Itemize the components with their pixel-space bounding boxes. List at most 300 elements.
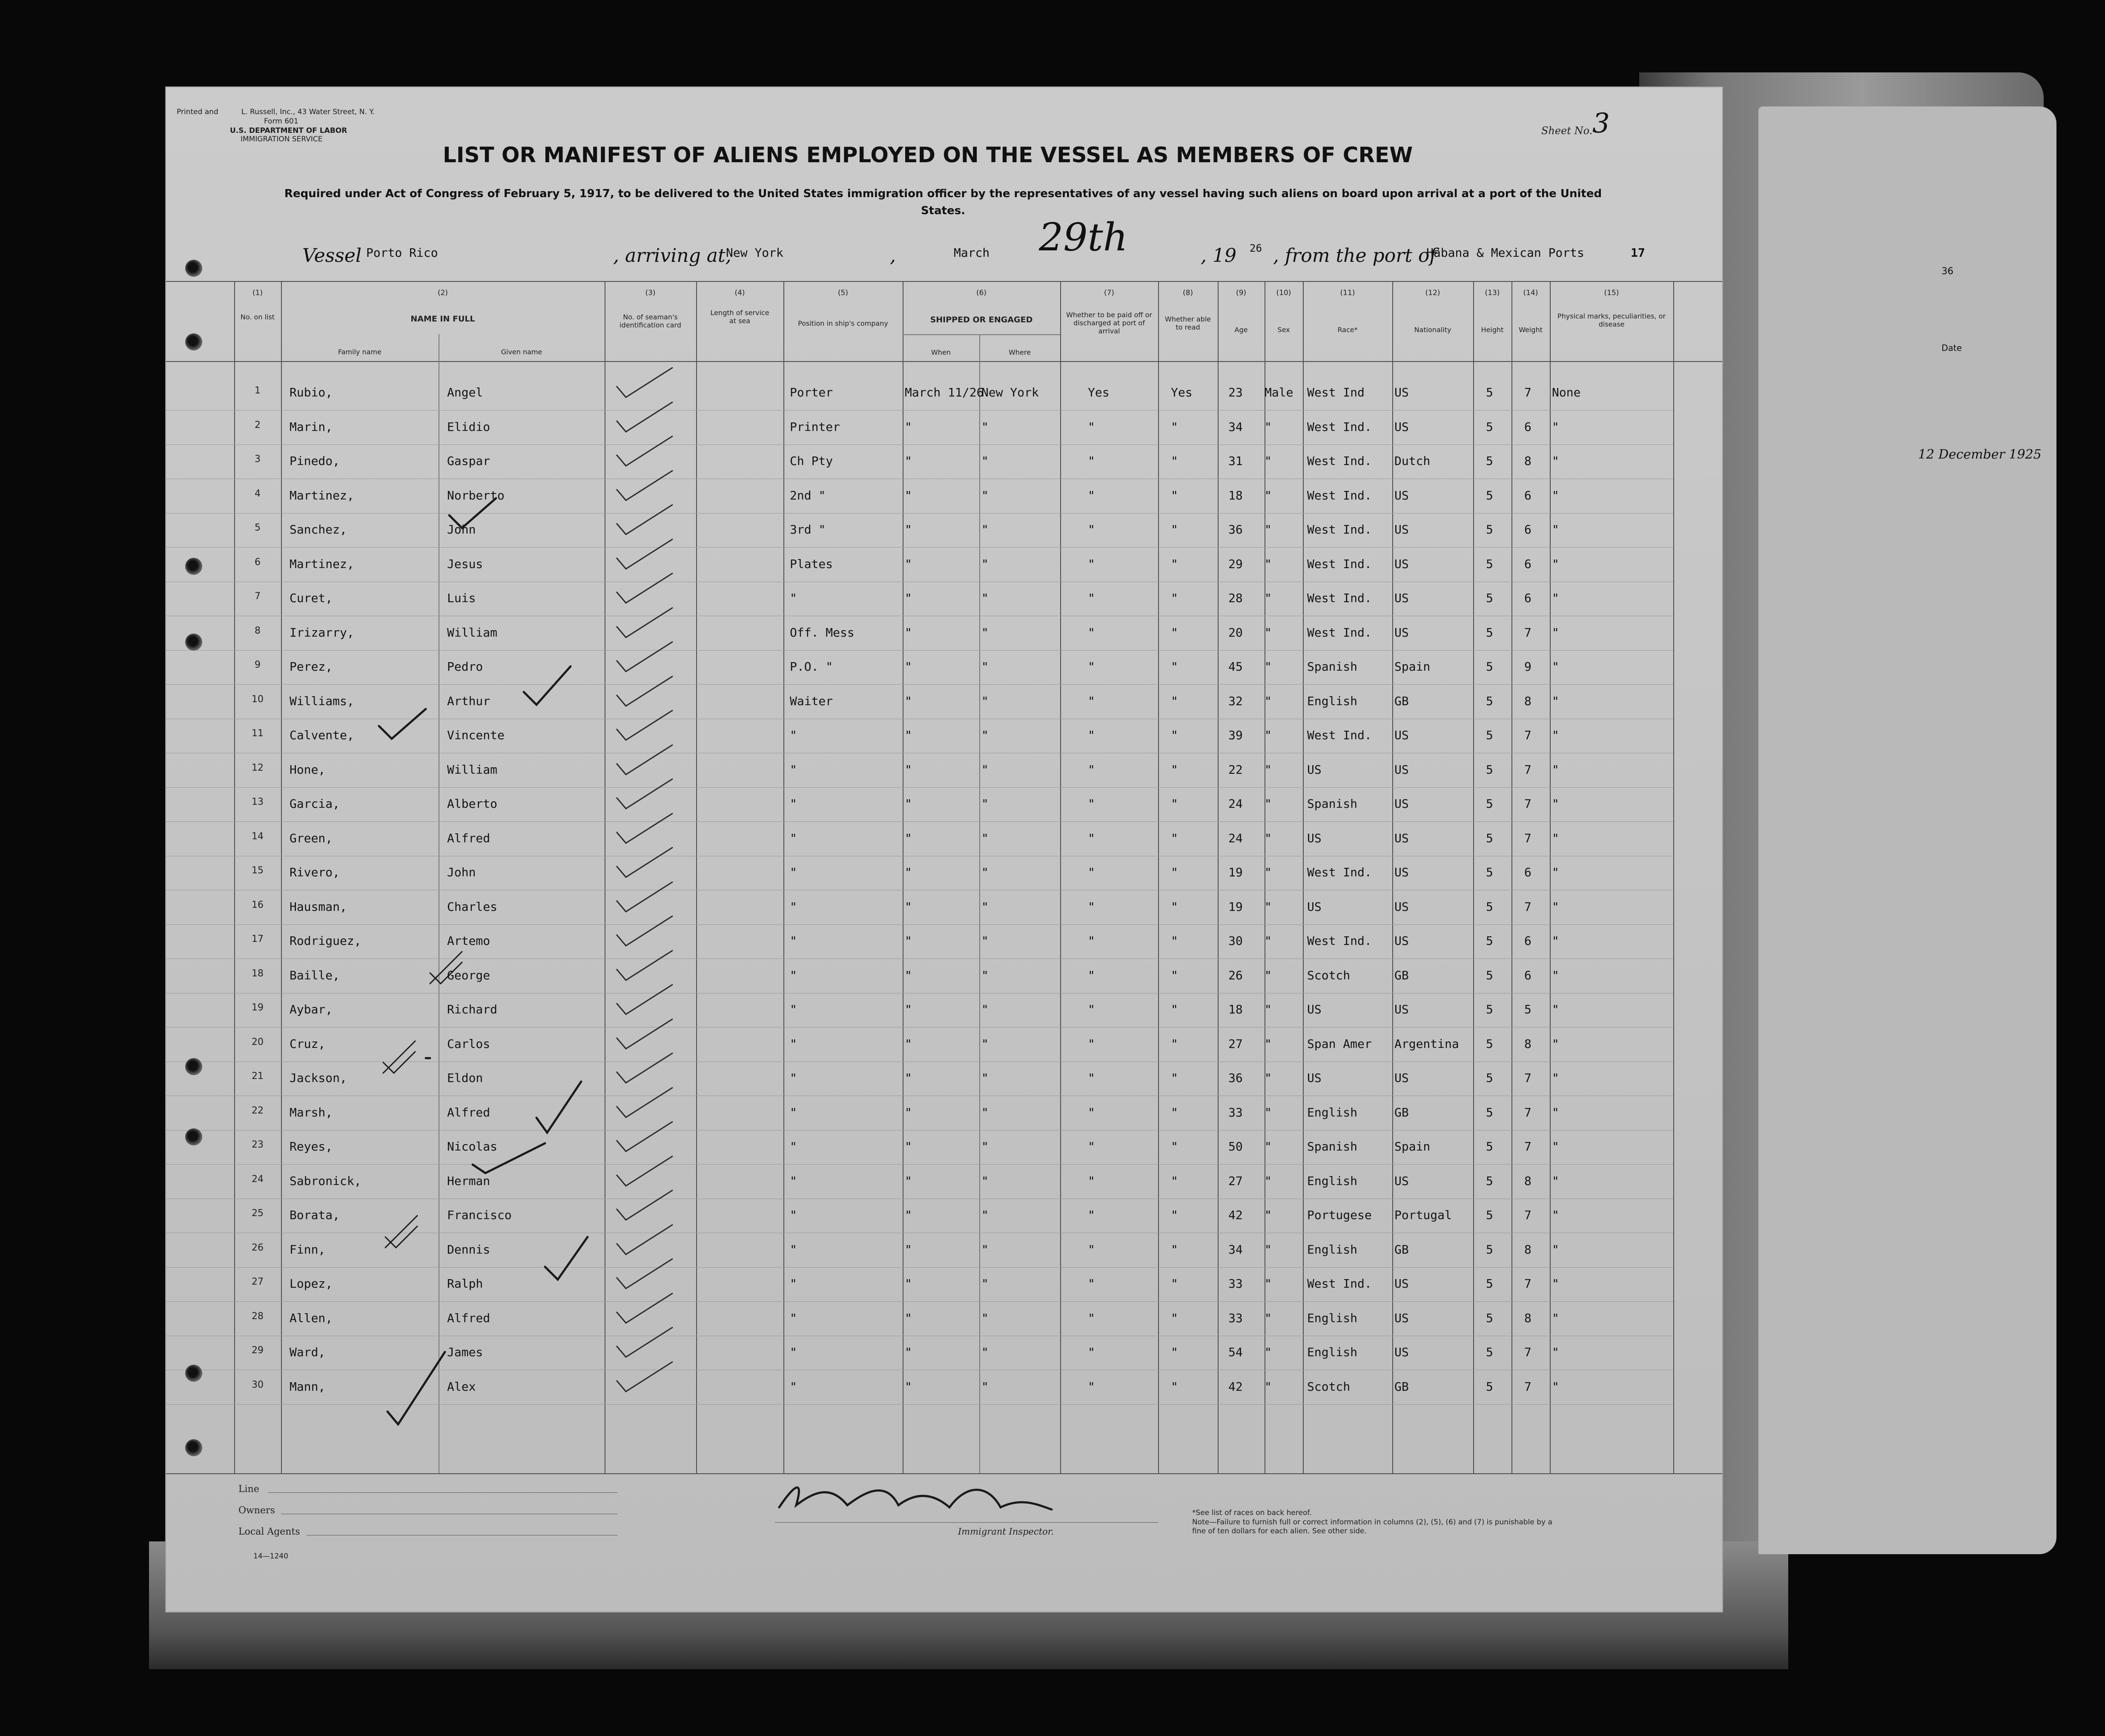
paid-off-cell: " bbox=[1088, 1345, 1095, 1359]
row-number-cell: 6 bbox=[255, 557, 261, 568]
given-name-cell: Carlos bbox=[447, 1036, 490, 1051]
race-cell: Portugese bbox=[1307, 1208, 1372, 1222]
race-cell: West Ind. bbox=[1307, 522, 1372, 537]
race-cell: US bbox=[1307, 831, 1322, 845]
shipped-when-cell: " bbox=[905, 1242, 912, 1257]
col-7-num: (7) bbox=[1104, 289, 1115, 297]
age-cell: 24 bbox=[1228, 797, 1243, 811]
punch-hole bbox=[185, 1439, 202, 1456]
family-name-cell: Marin, bbox=[290, 419, 333, 434]
sex-cell: " bbox=[1265, 1208, 1272, 1222]
shipped-when-cell: " bbox=[905, 694, 912, 708]
sex-cell: " bbox=[1265, 1242, 1272, 1257]
sex-cell: " bbox=[1265, 1036, 1272, 1051]
shipped-when-cell: " bbox=[905, 797, 912, 811]
physical-marks-cell: " bbox=[1552, 1071, 1559, 1085]
physical-marks-cell: " bbox=[1552, 694, 1559, 708]
col-5-num: (5) bbox=[837, 289, 849, 297]
sex-cell: " bbox=[1265, 899, 1272, 914]
weight-cell: 7 bbox=[1524, 1379, 1531, 1394]
shipped-when-cell: " bbox=[905, 557, 912, 571]
race-cell: West Ind. bbox=[1307, 728, 1372, 742]
family-name-cell: Rivero, bbox=[290, 865, 340, 879]
position-cell: " bbox=[790, 831, 797, 845]
shipped-when-cell: " bbox=[905, 899, 912, 914]
shipped-when-cell: " bbox=[905, 1311, 912, 1325]
row-rule bbox=[166, 1301, 1673, 1302]
col-14-num: (14) bbox=[1523, 289, 1538, 297]
age-cell: 27 bbox=[1228, 1036, 1243, 1051]
id-card-check-icon bbox=[609, 810, 694, 848]
age-cell: 28 bbox=[1228, 591, 1243, 605]
physical-marks-cell: " bbox=[1552, 1311, 1559, 1325]
sex-cell: " bbox=[1265, 1379, 1272, 1394]
position-cell: " bbox=[790, 762, 797, 777]
col-2-num: (2) bbox=[437, 289, 448, 297]
able-to-read-cell: " bbox=[1171, 1277, 1178, 1291]
col-11-num: (11) bbox=[1340, 289, 1355, 297]
shipped-when-cell: " bbox=[905, 831, 912, 845]
row-number-cell: 17 bbox=[252, 934, 264, 944]
sex-cell: " bbox=[1265, 968, 1272, 982]
sex-cell: " bbox=[1265, 1105, 1272, 1119]
shipped-where-cell: " bbox=[981, 865, 989, 879]
shipped-where-cell: " bbox=[981, 625, 989, 640]
given-name-cell: James bbox=[447, 1345, 483, 1359]
shipped-where-cell: " bbox=[981, 557, 989, 571]
id-card-check-icon bbox=[609, 604, 694, 643]
printer-line: Printed and L. Russell, Inc., 43 Water Street, N. Y. bbox=[177, 108, 375, 116]
family-name-cell: Ward, bbox=[290, 1345, 326, 1359]
position-cell: Off. Mess bbox=[790, 625, 855, 640]
footer-line-label: Line bbox=[238, 1484, 259, 1495]
row-number-cell: 13 bbox=[252, 797, 264, 807]
col-2-label: NAME IN FULL bbox=[410, 314, 475, 324]
able-to-read-cell: " bbox=[1171, 797, 1178, 811]
race-cell: US bbox=[1307, 1071, 1322, 1085]
nationality-cell: GB bbox=[1394, 1242, 1409, 1257]
physical-marks-cell: None bbox=[1552, 385, 1581, 399]
height-cell: 5 bbox=[1486, 557, 1493, 571]
nationality-cell: US bbox=[1394, 419, 1409, 434]
col-15-num: (15) bbox=[1604, 289, 1619, 297]
race-cell: West Ind. bbox=[1307, 557, 1372, 571]
height-cell: 5 bbox=[1486, 1277, 1493, 1291]
given-name-cell: Alfred bbox=[447, 1105, 490, 1119]
paid-off-cell: " bbox=[1088, 831, 1095, 845]
col-15-label: Physical marks, peculiarities, or disease bbox=[1557, 312, 1666, 328]
height-cell: 5 bbox=[1486, 797, 1493, 811]
family-name-cell: Finn, bbox=[290, 1242, 326, 1257]
punch-hole bbox=[185, 1128, 202, 1145]
col-1-label: No. on list bbox=[240, 313, 275, 321]
shipped-where-cell: " bbox=[981, 488, 989, 502]
physical-marks-cell: " bbox=[1552, 1277, 1559, 1291]
height-cell: 5 bbox=[1486, 899, 1493, 914]
able-to-read-cell: " bbox=[1171, 1139, 1178, 1154]
age-cell: 29 bbox=[1228, 557, 1243, 571]
race-cell: Spanish bbox=[1307, 1139, 1358, 1154]
sheet-label: Sheet No. bbox=[1541, 125, 1593, 137]
family-name-cell: Allen, bbox=[290, 1311, 333, 1325]
given-name-cell: Francisco bbox=[447, 1208, 512, 1222]
right-sheet-handwritten-date: 12 December 1925 bbox=[1918, 447, 2042, 462]
nationality-cell: Spain bbox=[1394, 660, 1431, 674]
age-cell: 33 bbox=[1228, 1311, 1243, 1325]
given-name-cell: Eldon bbox=[447, 1071, 483, 1085]
nationality-cell: US bbox=[1394, 831, 1409, 845]
nationality-cell: US bbox=[1394, 625, 1409, 640]
id-card-check-icon bbox=[609, 1324, 694, 1362]
nationality-cell: US bbox=[1394, 797, 1409, 811]
shipped-where-cell: " bbox=[981, 454, 989, 468]
given-name-cell: Alfred bbox=[447, 831, 490, 845]
id-card-check-icon bbox=[609, 1255, 694, 1294]
paid-off-cell: " bbox=[1088, 1311, 1095, 1325]
paid-off-cell: " bbox=[1088, 1277, 1095, 1291]
weight-cell: 6 bbox=[1524, 557, 1531, 571]
physical-marks-cell: " bbox=[1552, 934, 1559, 948]
able-to-read-cell: " bbox=[1171, 1379, 1178, 1394]
shipped-when-cell: " bbox=[905, 522, 912, 537]
weight-cell: 7 bbox=[1524, 1277, 1531, 1291]
sex-cell: " bbox=[1265, 1277, 1272, 1291]
sheet-number: 3 bbox=[1592, 108, 1610, 139]
race-cell: Spanish bbox=[1307, 660, 1358, 674]
height-cell: 5 bbox=[1486, 1139, 1493, 1154]
shipped-where-cell: New York bbox=[981, 385, 1039, 399]
shipped-when-cell: " bbox=[905, 1345, 912, 1359]
physical-marks-cell: " bbox=[1552, 522, 1559, 537]
weight-cell: 7 bbox=[1524, 831, 1531, 845]
shipped-when-cell: " bbox=[905, 1139, 912, 1154]
paid-off-cell: " bbox=[1088, 625, 1095, 640]
physical-marks-cell: " bbox=[1552, 865, 1559, 879]
col-3-num: (3) bbox=[645, 289, 656, 297]
nationality-cell: GB bbox=[1394, 1105, 1409, 1119]
family-name-cell: Marsh, bbox=[290, 1105, 333, 1119]
height-cell: 5 bbox=[1486, 762, 1493, 777]
able-to-read-cell: " bbox=[1171, 1345, 1178, 1359]
physical-marks-cell: " bbox=[1552, 797, 1559, 811]
shipped-where-cell: " bbox=[981, 1345, 989, 1359]
weight-cell: 7 bbox=[1524, 1105, 1531, 1119]
shipped-when-cell: " bbox=[905, 1002, 912, 1016]
sex-cell: " bbox=[1265, 1345, 1272, 1359]
sex-cell: " bbox=[1265, 557, 1272, 571]
position-cell: " bbox=[790, 1105, 797, 1119]
nationality-cell: Portugal bbox=[1394, 1208, 1452, 1222]
nationality-cell: US bbox=[1394, 522, 1409, 537]
age-cell: 20 bbox=[1228, 625, 1243, 640]
family-name-cell: Borata, bbox=[290, 1208, 340, 1222]
age-cell: 18 bbox=[1228, 488, 1243, 502]
id-card-check-icon bbox=[609, 775, 694, 814]
family-name-cell: Jackson, bbox=[290, 1071, 347, 1085]
id-card-check-icon bbox=[609, 638, 694, 677]
family-name-cell: Perez, bbox=[290, 660, 333, 674]
shipped-where-cell: " bbox=[981, 1002, 989, 1016]
weight-cell: 7 bbox=[1524, 728, 1531, 742]
position-cell: Ch Pty bbox=[790, 454, 833, 468]
race-cell: West Ind. bbox=[1307, 488, 1372, 502]
shipped-when-cell: " bbox=[905, 1379, 912, 1394]
shipped-where-cell: " bbox=[981, 660, 989, 674]
nationality-cell: US bbox=[1394, 385, 1409, 399]
paid-off-cell: " bbox=[1088, 797, 1095, 811]
weight-cell: 6 bbox=[1524, 522, 1531, 537]
able-to-read-cell: " bbox=[1171, 591, 1178, 605]
weight-cell: 7 bbox=[1524, 1208, 1531, 1222]
id-card-check-icon bbox=[609, 501, 694, 539]
shipped-when-cell: " bbox=[905, 660, 912, 674]
nationality-cell: US bbox=[1394, 1311, 1409, 1325]
col-1-num: (1) bbox=[252, 289, 263, 297]
row-number-cell: 3 bbox=[255, 454, 261, 465]
position-cell: 3rd " bbox=[790, 522, 826, 537]
family-name-cell: Calvente, bbox=[290, 728, 354, 742]
paid-off-cell: " bbox=[1088, 660, 1095, 674]
age-cell: 18 bbox=[1228, 1002, 1243, 1016]
id-card-check-icon bbox=[609, 947, 694, 985]
given-name-cell: Charles bbox=[447, 899, 498, 914]
row-number-cell: 23 bbox=[252, 1139, 264, 1150]
col-11-label: Race* bbox=[1337, 326, 1358, 334]
footer-form-code: 14—1240 bbox=[253, 1552, 288, 1561]
nationality-cell: Dutch bbox=[1394, 454, 1431, 468]
row-number-cell: 20 bbox=[252, 1036, 264, 1047]
nationality-cell: US bbox=[1394, 557, 1409, 571]
footnote-fine: Note—Failure to furnish full or correct information in columns (2), (5), (6) and (7) is punishable by a fine of ten dollars for each alien. See other side. bbox=[1192, 1518, 1552, 1535]
physical-marks-cell: " bbox=[1552, 660, 1559, 674]
id-card-check-icon bbox=[609, 1187, 694, 1225]
family-name-cell: Reyes, bbox=[290, 1139, 333, 1154]
shipped-where-cell: " bbox=[981, 1379, 989, 1394]
family-name-cell: Hausman, bbox=[290, 899, 347, 914]
shipped-where-cell: " bbox=[981, 899, 989, 914]
paid-off-cell: " bbox=[1088, 1379, 1095, 1394]
position-cell: P.O. " bbox=[790, 660, 833, 674]
height-cell: 5 bbox=[1486, 591, 1493, 605]
arrival-month: March bbox=[954, 246, 990, 260]
able-to-read-cell: " bbox=[1171, 488, 1178, 502]
height-cell: 5 bbox=[1486, 831, 1493, 845]
row-number-cell: 1 bbox=[255, 385, 261, 396]
physical-marks-cell: " bbox=[1552, 1242, 1559, 1257]
able-to-read-cell: " bbox=[1171, 1208, 1178, 1222]
shipped-where-cell: " bbox=[981, 968, 989, 982]
position-cell: " bbox=[790, 934, 797, 948]
age-cell: 27 bbox=[1228, 1174, 1243, 1188]
race-cell: English bbox=[1307, 694, 1358, 708]
paid-off-cell: " bbox=[1088, 934, 1095, 948]
footer-agents-label: Local Agents bbox=[238, 1527, 300, 1537]
physical-marks-cell: " bbox=[1552, 1208, 1559, 1222]
row-number-cell: 25 bbox=[252, 1208, 264, 1219]
id-card-check-icon bbox=[609, 844, 694, 882]
able-to-read-cell: " bbox=[1171, 454, 1178, 468]
row-number-cell: 19 bbox=[252, 1002, 264, 1013]
height-cell: 5 bbox=[1486, 385, 1493, 399]
given-name-cell: Artemo bbox=[447, 934, 490, 948]
shipped-when-cell: " bbox=[905, 1174, 912, 1188]
col-14-label: Weight bbox=[1519, 326, 1543, 334]
height-cell: 5 bbox=[1486, 1174, 1493, 1188]
given-name-cell: Pedro bbox=[447, 660, 483, 674]
family-name-cell: Mann, bbox=[290, 1379, 326, 1394]
col-10-num: (10) bbox=[1276, 289, 1291, 297]
nationality-cell: US bbox=[1394, 488, 1409, 502]
paid-off-cell: " bbox=[1088, 1139, 1095, 1154]
shipped-when-cell: " bbox=[905, 1071, 912, 1085]
age-cell: 26 bbox=[1228, 968, 1243, 982]
footer-owners-label: Owners bbox=[238, 1505, 275, 1516]
col-6-num: (6) bbox=[976, 289, 987, 297]
family-name-cell: Martinez, bbox=[290, 488, 354, 502]
row-rule bbox=[166, 958, 1673, 959]
manifest-count: 17 bbox=[1631, 246, 1645, 260]
weight-cell: 7 bbox=[1524, 1071, 1531, 1085]
nationality-cell: Argentina bbox=[1394, 1036, 1459, 1051]
given-name-cell: John bbox=[447, 522, 476, 537]
sex-cell: " bbox=[1265, 522, 1272, 537]
weight-cell: 8 bbox=[1524, 1036, 1531, 1051]
sex-cell: " bbox=[1265, 797, 1272, 811]
position-cell: " bbox=[790, 591, 797, 605]
weight-cell: 7 bbox=[1524, 1139, 1531, 1154]
row-number-cell: 9 bbox=[255, 660, 261, 670]
position-cell: " bbox=[790, 1277, 797, 1291]
col-2-sub-family: Family name bbox=[338, 348, 381, 356]
age-cell: 42 bbox=[1228, 1208, 1243, 1222]
shipped-where-cell: " bbox=[981, 1277, 989, 1291]
age-cell: 50 bbox=[1228, 1139, 1243, 1154]
row-number-cell: 18 bbox=[252, 968, 264, 979]
paid-off-cell: " bbox=[1088, 968, 1095, 982]
physical-marks-cell: " bbox=[1552, 1139, 1559, 1154]
col-9-num: (9) bbox=[1236, 289, 1247, 297]
physical-marks-cell: " bbox=[1552, 1379, 1559, 1394]
inspector-label: Immigrant Inspector. bbox=[958, 1527, 1054, 1537]
col-12-label: Nationality bbox=[1414, 326, 1451, 334]
age-cell: 33 bbox=[1228, 1105, 1243, 1119]
position-cell: " bbox=[790, 865, 797, 879]
shipped-when-cell: " bbox=[905, 419, 912, 434]
family-name-cell: Rubio, bbox=[290, 385, 333, 399]
nationality-cell: US bbox=[1394, 1174, 1409, 1188]
age-cell: 34 bbox=[1228, 419, 1243, 434]
race-cell: West Ind. bbox=[1307, 934, 1372, 948]
position-cell: " bbox=[790, 1002, 797, 1016]
physical-marks-cell: " bbox=[1552, 831, 1559, 845]
given-name-cell: Arthur bbox=[447, 694, 490, 708]
id-card-check-icon bbox=[609, 1118, 694, 1156]
age-cell: 24 bbox=[1228, 831, 1243, 845]
id-card-check-icon bbox=[609, 1358, 694, 1397]
family-name-cell: Williams, bbox=[290, 694, 354, 708]
id-card-check-icon bbox=[609, 707, 694, 745]
from-port: Habana & Mexican Ports bbox=[1426, 246, 1584, 260]
row-rule bbox=[166, 650, 1673, 651]
id-card-check-icon bbox=[609, 1050, 694, 1088]
weight-cell: 6 bbox=[1524, 968, 1531, 982]
given-name-cell: Ralph bbox=[447, 1277, 483, 1291]
row-number-cell: 12 bbox=[252, 762, 264, 773]
position-cell: Porter bbox=[790, 385, 833, 399]
given-name-cell: Elidio bbox=[447, 419, 490, 434]
row-number-cell: 22 bbox=[252, 1105, 264, 1116]
id-card-check-icon bbox=[609, 399, 694, 437]
arrival-day-handwritten: 29th bbox=[1039, 215, 1128, 260]
col-3-label: No. of seaman's identification card bbox=[619, 313, 681, 329]
row-number-cell: 27 bbox=[252, 1277, 264, 1287]
shipped-where-cell: " bbox=[981, 1036, 989, 1051]
footnote-races: *See list of races on back hereof. bbox=[1192, 1509, 1312, 1517]
id-card-check-icon bbox=[609, 570, 694, 608]
given-name-cell: Gaspar bbox=[447, 454, 490, 468]
row-rule bbox=[166, 684, 1673, 685]
shipped-where-cell: " bbox=[981, 419, 989, 434]
position-cell: " bbox=[790, 1379, 797, 1394]
race-cell: US bbox=[1307, 1002, 1322, 1016]
height-cell: 5 bbox=[1486, 522, 1493, 537]
able-to-read-cell: " bbox=[1171, 899, 1178, 914]
sex-cell: " bbox=[1265, 1071, 1272, 1085]
nationality-cell: GB bbox=[1394, 694, 1409, 708]
sex-cell: " bbox=[1265, 831, 1272, 845]
vessel-name: Porto Rico bbox=[366, 246, 438, 260]
paid-off-cell: " bbox=[1088, 419, 1095, 434]
able-to-read-cell: " bbox=[1171, 1036, 1178, 1051]
able-to-read-cell: Yes bbox=[1171, 385, 1193, 399]
position-cell: " bbox=[790, 1345, 797, 1359]
position-cell: " bbox=[790, 1242, 797, 1257]
given-name-cell: William bbox=[447, 625, 498, 640]
weight-cell: 7 bbox=[1524, 385, 1531, 399]
race-cell: English bbox=[1307, 1345, 1358, 1359]
weight-cell: 6 bbox=[1524, 591, 1531, 605]
shipped-where-cell: " bbox=[981, 1242, 989, 1257]
able-to-read-cell: " bbox=[1171, 419, 1178, 434]
able-to-read-cell: " bbox=[1171, 1242, 1178, 1257]
given-name-cell: Richard bbox=[447, 1002, 498, 1016]
physical-marks-cell: " bbox=[1552, 419, 1559, 434]
sex-cell: " bbox=[1265, 934, 1272, 948]
race-cell: English bbox=[1307, 1174, 1358, 1188]
shipped-where-cell: " bbox=[981, 522, 989, 537]
id-card-check-icon bbox=[609, 536, 694, 574]
sex-cell: " bbox=[1265, 660, 1272, 674]
col-10-label: Sex bbox=[1277, 326, 1290, 334]
able-to-read-cell: " bbox=[1171, 1071, 1178, 1085]
family-name-cell: Baille, bbox=[290, 968, 340, 982]
height-cell: 5 bbox=[1486, 660, 1493, 674]
weight-cell: 7 bbox=[1524, 1345, 1531, 1359]
able-to-read-cell: " bbox=[1171, 660, 1178, 674]
weight-cell: 8 bbox=[1524, 694, 1531, 708]
paid-off-cell: " bbox=[1088, 1174, 1095, 1188]
height-cell: 5 bbox=[1486, 1105, 1493, 1119]
shipped-where-cell: " bbox=[981, 1071, 989, 1085]
race-cell: West Ind. bbox=[1307, 865, 1372, 879]
underlying-sheet-right bbox=[1758, 106, 2056, 1554]
height-cell: 5 bbox=[1486, 419, 1493, 434]
shipped-where-cell: " bbox=[981, 831, 989, 845]
age-cell: 30 bbox=[1228, 934, 1243, 948]
row-number-cell: 15 bbox=[252, 865, 264, 876]
physical-marks-cell: " bbox=[1552, 1174, 1559, 1188]
age-cell: 19 bbox=[1228, 865, 1243, 879]
